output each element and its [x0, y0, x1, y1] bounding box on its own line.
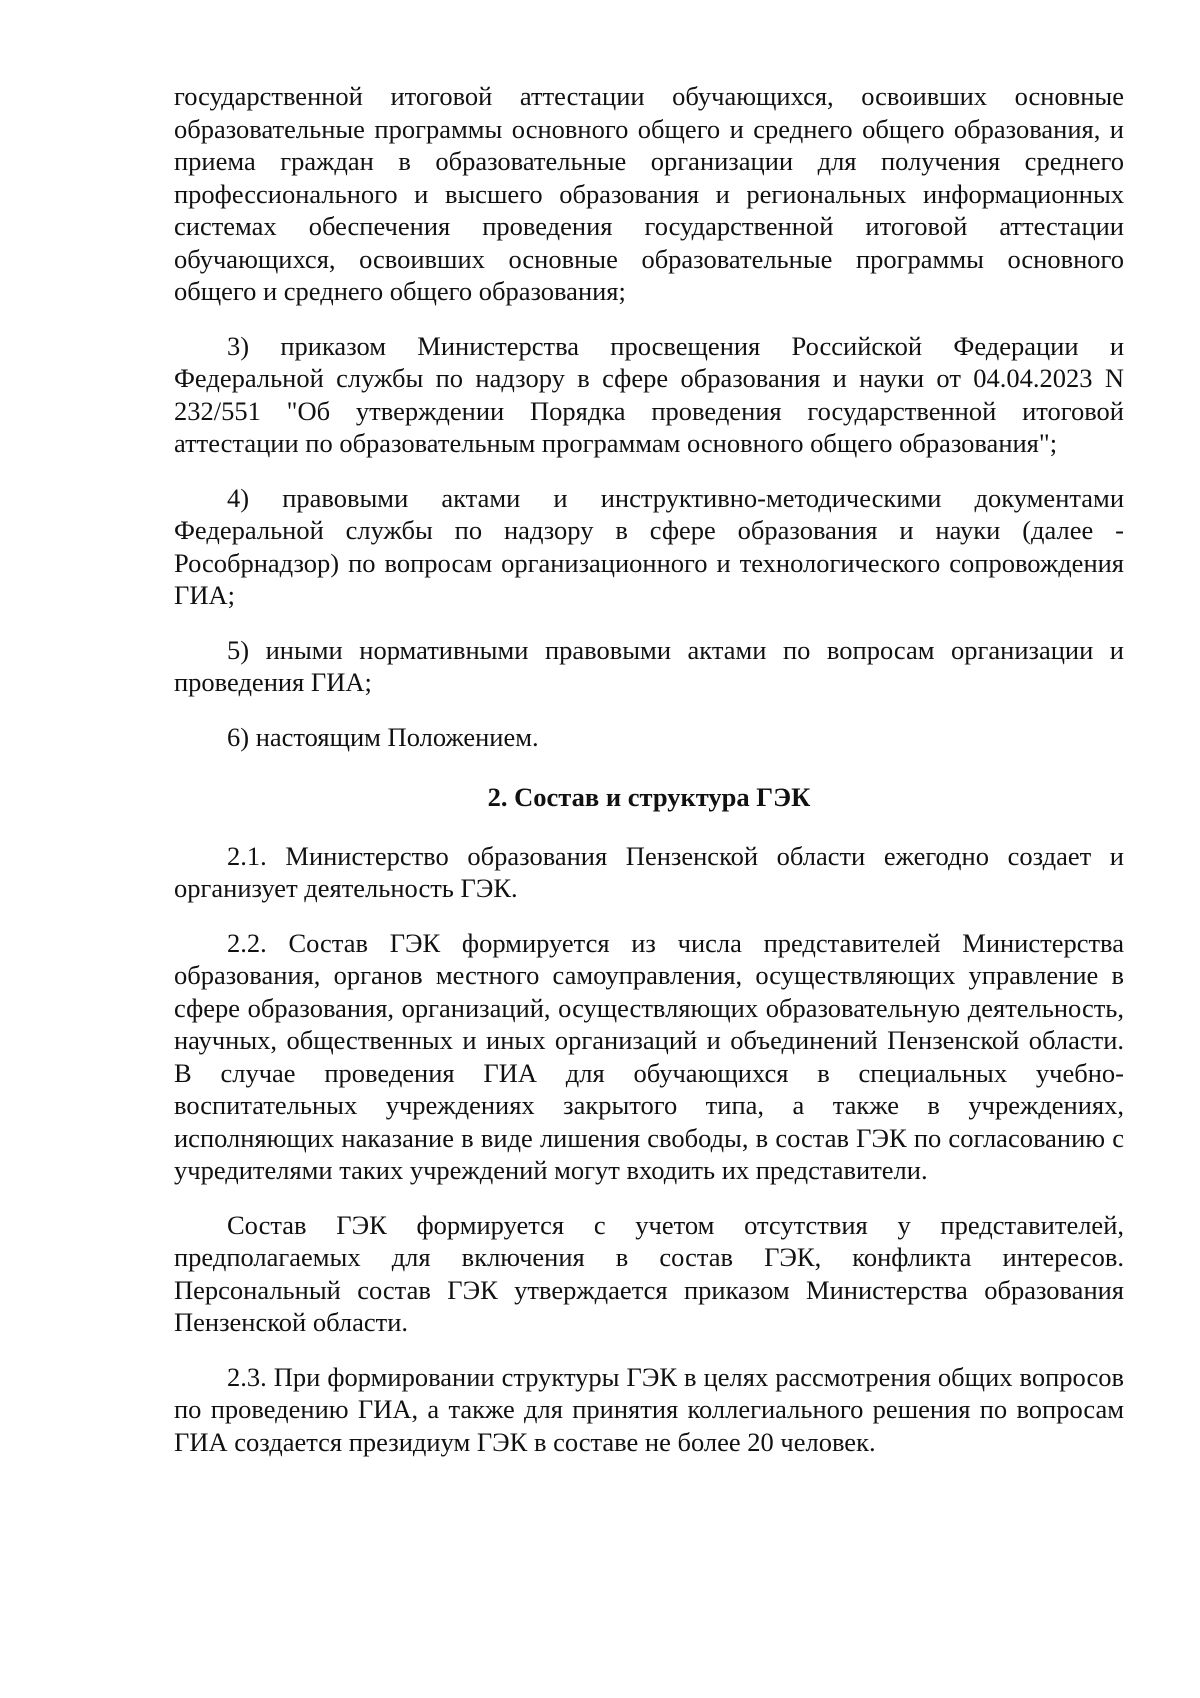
paragraph-2-2: 2.2. Состав ГЭК формируется из числа представителей Министерства образования, органов местного самоуправления, осуществляющих управление в сфере образования, организаций, осуществляющих образовательную деятельность, научных, общественных и иных организаций и объединений Пензенской области. В случае проведения ГИА для обучающихся в специальных учебно-воспитательных учреждениях закрытого типа, а также в учреждениях, исполняющих наказание в виде лишения свободы, в состав ГЭК по согласованию с учредителями таких учреждений могут входить их представители.: [174, 927, 1124, 1185]
paragraph-2-3: 2.3. При формировании структуры ГЭК в целях рассмотрения общих вопросов по проведению ГИА, а также для принятия коллегиального решения по вопросам ГИА создается президиум ГЭК в составе не более 20 человек.: [174, 1361, 1124, 1457]
paragraph-continuation: государственной итоговой аттестации обучающихся, освоивших основные образовательные программы основного общего и среднего общего образования, и приема граждан в образовательные организации для получения среднего профессионального и высшего образования и региональных информационных системах обеспечения проведения государственной итоговой аттестации обучающихся, освоивших основные образовательные программы основного общего и среднего общего образования;: [174, 81, 1124, 306]
document-page: [174, 80, 1124, 1458]
paragraph-item-4: 4) правовыми актами и инструктивно-методическими документами Федеральной службы по надзору в сфере образования и науки (далее - Рособрнадзор) по вопросам организационного и технологического сопровождения ГИА;: [174, 482, 1124, 610]
paragraph-item-3: 3) приказом Министерства просвещения Российской Федерации и Федеральной службы по надзору в сфере образования и науки от 04.04.2023 N 232/551 "Об утверждении Порядка проведения государственной итоговой аттестации по образовательным программам основного общего образования";: [174, 330, 1124, 458]
paragraph-2-1: 2.1. Министерство образования Пензенской области ежегодно создает и организует деятельность ГЭК.: [174, 840, 1124, 903]
paragraph-item-5: 5) иными нормативными правовыми актами по вопросам организации и проведения ГИА;: [174, 634, 1124, 697]
paragraph-composition: Состав ГЭК формируется с учетом отсутствия у представителей, предполагаемых для включения в состав ГЭК, конфликта интересов. Персональный состав ГЭК утверждается приказом Министерства образования Пензенской области.: [174, 1209, 1124, 1337]
paragraph-item-6: 6) настоящим Положением.: [227, 721, 539, 752]
section-heading: 2. Состав и структура ГЭК: [487, 782, 811, 812]
